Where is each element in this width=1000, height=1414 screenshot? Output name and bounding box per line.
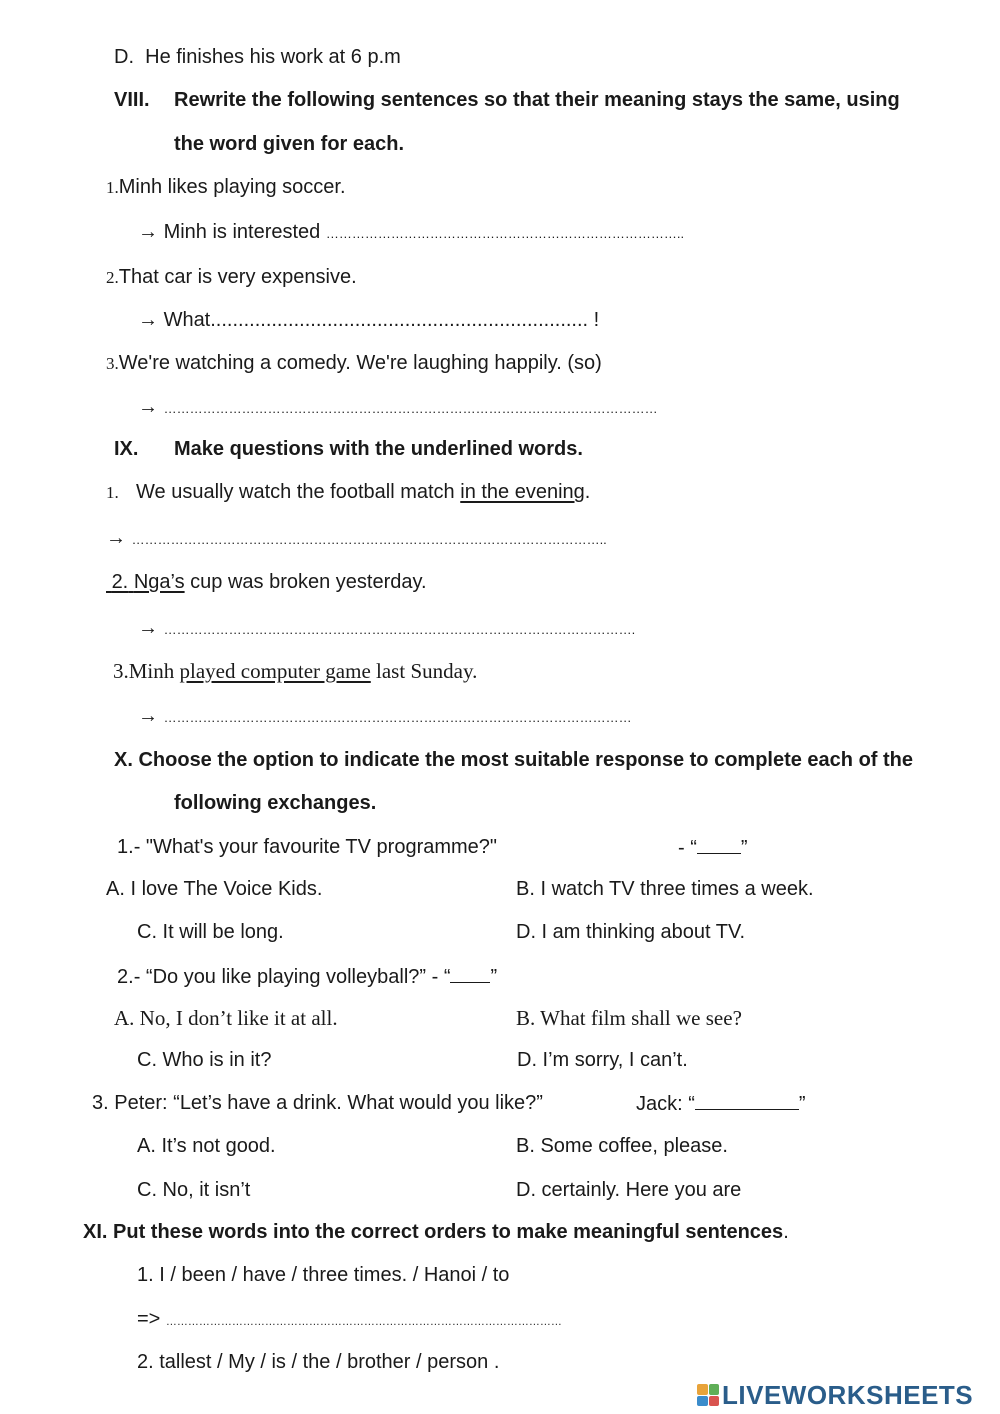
answer-blank[interactable] (450, 964, 490, 983)
s10-q3-option-b[interactable]: B. Some coffee, please. (516, 1135, 728, 1157)
liveworksheets-logo (697, 1380, 973, 1410)
s9-item-3: 3.Minh played computer game last Sunday. (113, 659, 478, 683)
s8-answer-1[interactable]: → Minh is interested ……………………………………………………………………….. (138, 221, 685, 243)
section-11-heading: XI. Put these words into the correct orders to make meaningful sentences. (83, 1221, 789, 1243)
section-10-heading-cont: following exchanges. (174, 792, 377, 814)
s10-q1: 1.- "What's your favourite TV programme?" (117, 836, 498, 858)
prev-option-d: D. He finishes his work at 6 p.m (114, 46, 401, 68)
s11-item-2: 2. tallest / My / is / the / brother / person . (137, 1351, 500, 1373)
answer-blank[interactable] (695, 1091, 799, 1110)
s10-q2-option-b[interactable]: B. What film shall we see? (516, 1006, 742, 1030)
arrow-icon: → (138, 221, 158, 243)
s8-item-3: 3.We're watching a comedy. We're laughing happily. (so) (106, 352, 602, 374)
s10-q3: 3. Peter: “Let’s have a drink. What would you like?” (92, 1092, 543, 1114)
underlined-phrase: played computer game (179, 659, 371, 683)
s10-q2-option-d[interactable]: D. I’m sorry, I can’t. (517, 1049, 688, 1071)
liveworksheets-logo-icon (697, 1384, 719, 1406)
arrow-icon: → (106, 527, 126, 549)
s11-item-1: 1. I / been / have / three times. / Hanoi / to (137, 1264, 510, 1286)
section-10-number: X. (114, 749, 133, 771)
s8-answer-3[interactable]: → …………………………………………………………………………………………………… (138, 396, 658, 418)
s10-q1-reply[interactable]: - “ ” (678, 837, 748, 859)
s9-answer-2[interactable]: → ………………………………………………………………………………………………. (138, 617, 636, 639)
arrow-icon: → (138, 617, 158, 639)
underlined-phrase: in the evening (460, 481, 585, 503)
s10-q1-option-d[interactable]: D. I am thinking about TV. (516, 921, 746, 943)
section-8-heading: VIII. Rewrite the following sentences so that their meaning stays the same, using (114, 89, 900, 111)
s10-q3-reply[interactable]: Jack: “ ” (636, 1093, 806, 1115)
underlined-phrase: Nga’s (133, 571, 185, 593)
s10-q2-option-c[interactable]: C. Who is in it? (137, 1049, 272, 1071)
arrow-icon: → (138, 396, 158, 418)
s9-item-2: 2. Nga’s cup was broken yesterday. (111, 571, 427, 593)
arrow-icon: → (138, 309, 158, 331)
s10-q1-option-c[interactable]: C. It will be long. (137, 921, 284, 943)
section-8-heading-cont: the word given for each. (174, 133, 405, 155)
s8-item-2: 2.That car is very expensive. (106, 266, 357, 288)
s8-item-1: 1.Minh likes playing soccer. (106, 176, 346, 198)
liveworksheets-wordmark: LIVEWORKSHEETS (722, 1379, 974, 1410)
s10-q3-option-a[interactable]: A. It’s not good. (137, 1135, 276, 1157)
s9-item-1: 1. We usually watch the football match in the evening. (106, 481, 591, 503)
section-8-number: VIII. (114, 89, 150, 111)
arrow-icon: => (137, 1308, 161, 1330)
section-9-number: IX. (114, 438, 139, 460)
section-10-heading: X. Choose the option to indicate the most suitable response to complete each of the (114, 749, 914, 771)
s11-answer-1[interactable]: => ……………………………………………………………………………………………… (137, 1308, 562, 1330)
answer-blank[interactable] (697, 835, 741, 854)
s10-q3-option-d[interactable]: D. certainly. Here you are (516, 1179, 742, 1201)
s9-answer-3[interactable]: → ……………………………………………………………………………………………… (138, 705, 632, 727)
s10-q3-option-c[interactable]: C. No, it isn’t (137, 1179, 251, 1201)
s10-q1-option-b[interactable]: B. I watch TV three times a week. (516, 878, 814, 900)
s10-q2-option-a[interactable]: A. No, I don’t like it at all. (114, 1006, 338, 1030)
arrow-icon: → (138, 705, 158, 727)
s10-q1-option-a[interactable]: A. I love The Voice Kids. (106, 878, 323, 900)
section-9-heading: IX. Make questions with the underlined words. (114, 438, 583, 460)
s9-answer-1[interactable]: → ……………………………………………………………………………………………….. (106, 527, 607, 549)
s10-q2: 2.- “Do you like playing volleyball?” - “ ” (117, 966, 498, 988)
s8-answer-2[interactable]: → What.................................................................... ! (138, 309, 600, 331)
